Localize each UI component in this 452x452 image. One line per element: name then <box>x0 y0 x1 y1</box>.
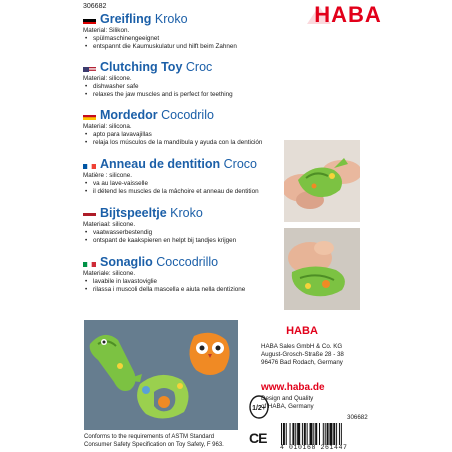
feature-bullet: • dishwasher safe <box>83 83 323 91</box>
language-heading <box>83 108 323 122</box>
language-heading <box>83 12 323 26</box>
barcode-bar <box>319 423 320 445</box>
barcode-bar <box>307 423 308 445</box>
flag-it-icon <box>83 258 96 267</box>
feature-bullet: • rilassa i muscoli della mascella e aiuta nella dentizione <box>83 286 323 294</box>
barcode-bar <box>325 423 326 445</box>
feature-bullet: • relaxes the jaw muscles and is perfect for teething <box>83 91 323 99</box>
feature-bullet: • lavabile in lavastoviglie <box>83 278 323 286</box>
feature-bullet: • vaatwasserbestendig <box>83 229 323 237</box>
material-line: Matière : silicone. <box>83 172 132 179</box>
barcode-bar <box>336 423 337 445</box>
feature-bullet: • va au lave-vaisselle <box>83 180 323 188</box>
barcode-bar <box>304 423 306 445</box>
product-photo-toys <box>84 320 238 430</box>
company-line: 96476 Bad Rodach, Germany <box>261 358 343 366</box>
barcode-bar <box>292 423 294 445</box>
feature-bullet: • relaja los músculos de la mandíbula y ayuda con la dentición <box>83 139 323 147</box>
product-title: Mordedor Cocodrilo <box>100 108 214 122</box>
product-title: Greifling Kroko <box>100 12 188 26</box>
language-section-de <box>83 12 323 51</box>
company-address <box>261 343 344 366</box>
product-photo-hand-2 <box>284 228 360 310</box>
company-line: August-Grosch-Straße 28 - 38 <box>261 350 344 358</box>
barcode-bar <box>323 423 324 445</box>
language-heading <box>83 60 323 74</box>
product-title: Anneau de dentition Croco <box>100 157 257 171</box>
flag-us-icon <box>83 63 96 72</box>
flag-de-icon <box>83 15 96 24</box>
product-title: Sonaglio Coccodrillo <box>100 255 219 269</box>
barcode-bar <box>286 423 287 445</box>
feature-bullet: • il détend les muscles de la mâchoire et anneau de dentition <box>83 188 323 196</box>
ce-mark: CE <box>249 430 267 446</box>
flag-nl-icon <box>83 209 96 218</box>
barcode-bar <box>341 423 342 445</box>
product-title: Bijtspeeltje Kroko <box>100 206 203 220</box>
barcode-bar <box>281 423 282 445</box>
material-line: Materiale: silicone. <box>83 270 136 277</box>
flag-es-icon <box>83 111 96 120</box>
age-mark-icon <box>249 395 269 419</box>
design-quality-note: Design and Quality of HABA, Germany <box>261 395 314 410</box>
barcode-bar <box>327 423 329 445</box>
barcode-number: 4 010168 261447 <box>280 444 348 451</box>
haba-logo-small <box>278 323 326 337</box>
feature-bullet: • spülmaschinengeeignet <box>83 35 323 43</box>
material-line: Material: silicona. <box>83 123 132 130</box>
conformity-statement: Conforms to the requirements of ASTM Standard Consumer Safety Specification on Toy Safety, F 963. <box>84 434 224 448</box>
feature-bullet: • ontspant de kaakspieren en helpt bij tandjes krijgen <box>83 237 323 245</box>
barcode-bar <box>283 423 285 445</box>
haba-logo-text: HABA <box>314 2 382 26</box>
svg-text:1/2+: 1/2+ <box>252 405 266 412</box>
flag-fr-icon <box>83 160 96 169</box>
company-line: HABA Sales GmbH & Co. KG <box>261 343 343 350</box>
feature-bullet: • apto para lavavajillas <box>83 131 323 139</box>
feature-bullet: • entspannt die Kaumuskulatur und hilft beim Zahnen <box>83 43 323 51</box>
website-link[interactable]: www.haba.de <box>261 382 325 393</box>
barcode-bar <box>313 423 314 445</box>
barcode-bar <box>297 423 300 445</box>
barcode-bar <box>302 423 303 445</box>
product-title: Clutching Toy Croc <box>100 60 213 74</box>
barcode-bar <box>295 423 296 445</box>
barcode <box>281 423 365 445</box>
material-line: Material: silicone. <box>83 75 132 82</box>
material-line: Material: Silikon. <box>83 27 130 34</box>
barcode-bar <box>329 423 332 445</box>
barcode-bar <box>339 423 340 445</box>
language-section-us <box>83 60 323 99</box>
barcode-bar <box>290 423 291 445</box>
material-line: Materiaal: silicone. <box>83 221 136 228</box>
product-photo-hand-1 <box>284 140 360 222</box>
article-number-footer: 306682 <box>347 414 368 421</box>
barcode-bar <box>310 423 313 445</box>
article-number: 306682 <box>83 3 107 10</box>
barcode-bar <box>315 423 317 445</box>
svg-text:HABA: HABA <box>286 325 318 337</box>
barcode-bar <box>333 423 335 445</box>
